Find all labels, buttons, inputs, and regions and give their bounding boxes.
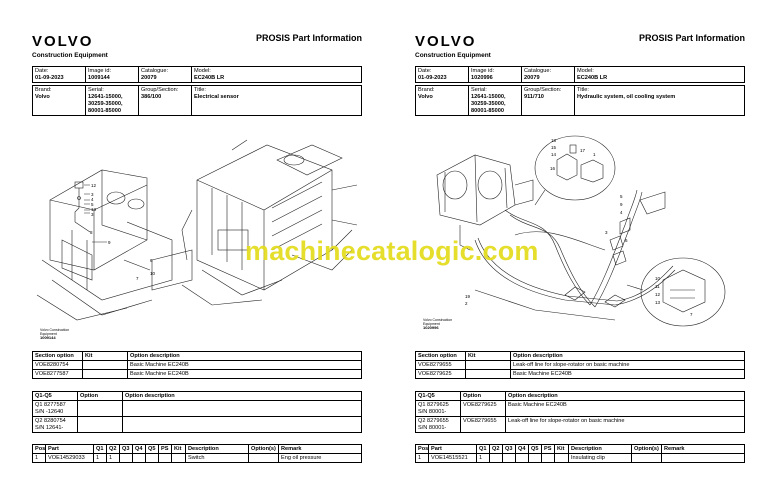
callout-3: 3 [605,230,608,235]
engine-drawing [182,140,357,305]
info-table-bottom [415,85,745,116]
catalogue-cell: Catalogue: 20079 [139,67,192,83]
callout-8: 8 [90,230,93,235]
callout-18: 18 [551,138,557,143]
document-subtitle: Construction Equipment [32,52,108,59]
group-cell: Group/Section: 386/100 [139,86,192,116]
q-option-table: Q1-Q5 Option Option description Q1 8277587 S/N -12640 Q2 8280754 S/N 12641- [32,391,362,433]
table-row: Q2 8279655 S/N 80001- VOE8279655 Leak-off line for slope-rotator on basic machine [416,417,745,433]
callout-10: 10 [150,271,156,276]
model-cell: Model: EC240B LR [192,67,362,83]
parts-table: Pos Part Q1 Q2 Q3 Q4 Q5 PS Kit Description Option(s) Remark 1 VOE14529033 1 1 Switch Eng oil pressure [32,444,362,463]
callout-5: 5 [91,202,94,207]
table-row: Q1 8277587 S/N -12640 [33,401,362,417]
table-row: VOE8279625 Basic Machine EC240B [416,370,745,379]
callout-12: 12 [655,292,661,297]
volvo-logo: VOLVO [415,33,477,50]
serial-cell: Serial: 12641-15000, 30259-35000, 80001-85000 [469,86,522,116]
parts-table: Pos Part Q1 Q2 Q3 Q4 Q5 PS Kit Description Option(s) Remark 1 VOE14515521 1 Insulating clip [415,444,745,463]
callout-6: 6 [625,238,628,243]
section-option-table: Section option Kit Option description VOE8279655 Leak-off line for slope-rotator on basic machine VOE8279625 Basic Machine EC240B [415,351,745,379]
table-row: VOE8280754 Basic Machine EC240B [33,361,362,370]
table-row: Q1 8279625 S/N 80001- VOE8279625 Basic Machine EC240B [416,401,745,417]
detail-callout-top [535,136,615,205]
watermark-text: machinecatalogic.com [245,236,539,266]
callout-11: 11 [655,284,660,289]
callout-12: 12 [91,183,97,188]
callout-3: 3 [91,192,94,197]
callout-4: 4 [91,197,94,202]
callout-4: 4 [620,210,623,215]
info-table-top [415,66,745,83]
engine-compartment-drawing [37,170,192,320]
detail-callout-right [627,258,725,326]
volvo-logo: VOLVO [32,33,94,50]
info-table-bottom [32,85,362,116]
image-id-cell: Image id: 1020996 [469,67,522,83]
brand-cell: Brand: Volvo [33,86,86,116]
title-cell: Title: Hydraulic system, oil cooling system [575,86,745,116]
callout-6: 6 [150,258,153,263]
date-cell: Date: 01-09-2023 [33,67,86,83]
image-id-cell: Image id: 1009144 [86,67,139,83]
callout-9: 9 [620,202,623,207]
callout-13: 13 [655,300,661,305]
model-cell: Model: EC240B LR [575,67,745,83]
callout-7: 7 [690,312,693,317]
bracket-detail [610,192,665,265]
callout-1: 1 [593,152,596,157]
callout-9: 9 [108,240,111,245]
image-caption: Volvo Construction Equipment 1009144 [40,328,70,340]
serial-cell: Serial: 12641-15000, 30259-35000, 80001-85000 [86,86,139,116]
callout-5: 5 [620,194,623,199]
callout-10: 10 [655,276,661,281]
callout-19: 19 [465,294,471,299]
table-row: 1 VOE14529033 1 1 Switch Eng oil pressure [33,454,362,463]
document-title: PROSIS Part Information [255,33,362,43]
q-option-table: Q1-Q5 Option Option description Q1 8279625 S/N 80001- VOE8279625 Basic Machine EC240B Q2 8279655 S/N 80001- VOE8279655 Leak-off line for slope-rotator on basic machine [415,391,745,433]
callout-14: 14 [551,152,557,157]
callout-3b: 3 [91,212,94,217]
title-cell: Title: Electrical sensor [192,86,362,116]
group-cell: Group/Section: 911/710 [522,86,575,116]
document-subtitle: Construction Equipment [415,52,491,59]
table-row: 1 VOE14515521 1 Insulating clip [416,454,745,463]
image-caption: Volvo Construction Equipment 1020996 [423,318,453,330]
callout-2: 2 [465,301,468,306]
table-row: Q2 8280754 S/N 12641- [33,417,362,433]
brand-cell: Brand: Volvo [416,86,469,116]
callout-7: 7 [136,276,139,281]
callout-15: 15 [551,145,557,150]
catalogue-cell: Catalogue: 20079 [522,67,575,83]
callout-17: 17 [580,148,586,153]
date-cell: Date: 01-09-2023 [416,67,469,83]
sensor-detail [75,182,150,270]
callout-16: 16 [550,166,556,171]
info-table-top [32,66,362,83]
section-option-table: Section option Kit Option description VOE8280754 Basic Machine EC240B VOE8277587 Basic Machine EC240B [32,351,362,379]
document-title: PROSIS Part Information [638,33,745,43]
callout-13: 13 [91,207,97,212]
table-row: VOE8279655 Leak-off line for slope-rotator on basic machine [416,361,745,370]
table-row: VOE8277587 Basic Machine EC240B [33,370,362,379]
